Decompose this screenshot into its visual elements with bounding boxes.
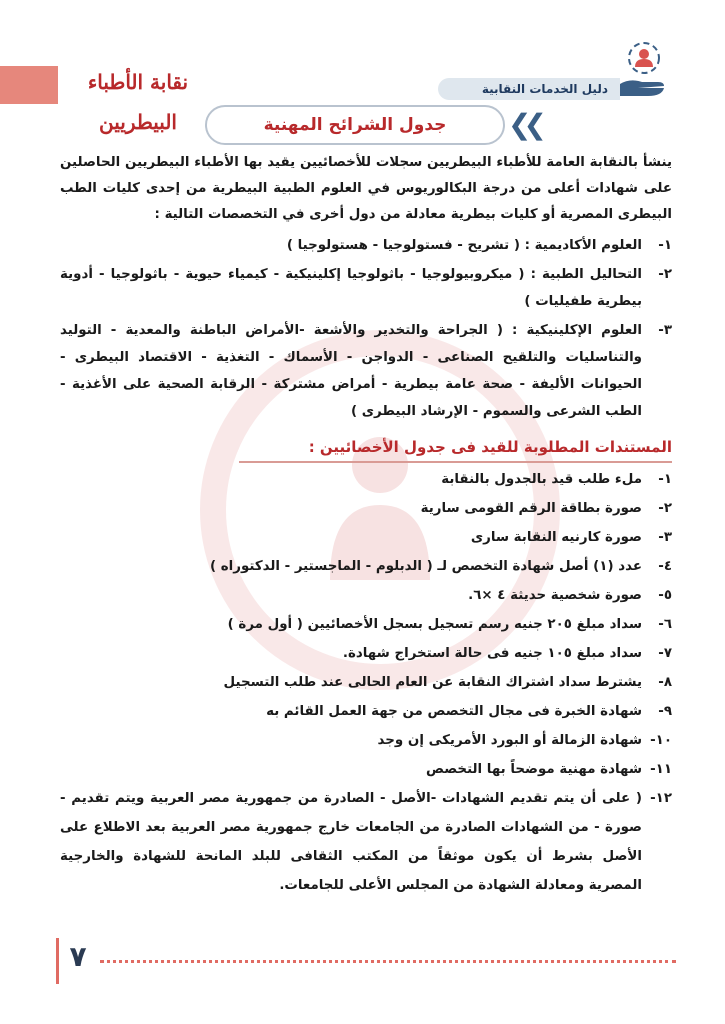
item-number: ٩-: [658, 704, 672, 719]
specialties-list: [60, 232, 672, 425]
item-text: شهادة مهنية موضحاً بها التخصص: [425, 762, 642, 777]
list-item: [60, 697, 672, 726]
item-number: ٨-: [658, 675, 672, 690]
item-number: ١-: [658, 238, 672, 253]
item-number: ٣-: [658, 323, 672, 338]
item-text: شهادة الزمالة أو البورد الأمريكى إن وجد: [377, 733, 642, 748]
list-item: [60, 494, 672, 523]
footer-divider: [100, 960, 676, 963]
list-item: [60, 317, 672, 425]
page-number: ٧: [69, 940, 87, 973]
item-text: يشترط سداد اشتراك النقابة عن العام الحالى عند طلب التسجيل: [223, 675, 642, 690]
page-title: جدول الشرائح المهنية: [205, 105, 505, 145]
item-number: ٢-: [658, 267, 672, 282]
item-number: ١-: [658, 472, 672, 487]
item-text: العلوم الإكلينيكية : ( الجراحة والتخدير والأشعة -الأمراض الباطنة والمعدية - التوليد والتناسليات والتلقيح الصناعى - الدواجن - الأسماك - التغذية - الاقتصاد البيطرى - الحيوانات الأليفة - صحة عامة بيطرية - أمراض مشتركة - الرقابة الصحية على الأغذية - الطب الشرعى والسموم - الإرشاد البيطرى ): [60, 323, 642, 419]
item-number: ٤-: [658, 559, 672, 574]
list-item: [60, 552, 672, 581]
list-item: [60, 523, 672, 552]
item-number: ١١-: [650, 762, 672, 777]
item-text: صورة بطاقة الرقم القومى سارية: [420, 501, 642, 516]
page-number-accent: [56, 938, 59, 984]
item-text: عدد (١) أصل شهادة التخصص لـ ( الدبلوم - الماجستير - الدكتوراه ): [209, 559, 642, 574]
list-item: [60, 784, 672, 900]
main-content: [60, 150, 672, 900]
item-text: ( على أن يتم تقديم الشهادات -الأصل - الصادرة من جمهورية مصر العربية ويتم تقديم - صورة - من الشهادات الصادرة من الجامعات خارج جمهورية مصر العربية بعد الاطلاع على الأصل بشرط أن يكون موثقاً من المكتب الثقافى للبلد المانحة للشهادة والخارجية المصرية ومعادلة الشهادة من المجلس الأعلى للجامعات.: [60, 791, 642, 893]
person-hand-icon: [618, 38, 668, 98]
documents-heading: المستندات المطلوبة للقيد فى جدول الأخصائيين :: [239, 433, 672, 463]
item-number: ٣-: [658, 530, 672, 545]
list-item: [60, 726, 672, 755]
item-text: سداد مبلغ ٢٠٥ جنيه رسم تسجيل بسجل الأخصائيين ( أول مرة ): [227, 617, 642, 632]
list-item: [60, 465, 672, 494]
item-text: صورة كارنيه النقابة سارى: [470, 530, 642, 545]
list-item: [60, 755, 672, 784]
list-item: [60, 261, 672, 315]
guide-banner: دليل الخدمات النقابية: [438, 78, 620, 100]
item-number: ٥-: [658, 588, 672, 603]
list-item: [60, 610, 672, 639]
intro-paragraph: ينشأ بالنقابة العامة للأطباء البيطريين سجلات للأخصائيين يقيد بها الأطباء البيطريين الحاصلين على شهادات أعلى من درجة البكالوريوس في العلوم الطبية البيطرية من إحدى كليات الطب البيطرى المصرية أو كليات بيطرية معادلة من دول أخرى في التخصصات التالية :: [60, 155, 672, 222]
item-number: ١٢-: [650, 791, 672, 806]
list-item: [60, 639, 672, 668]
list-item: [60, 581, 672, 610]
item-text: صورة شخصية حديثة ٤ ×٦.: [468, 588, 642, 603]
documents-list: [60, 465, 672, 900]
item-number: ٢-: [658, 501, 672, 516]
item-text: ملء طلب قيد بالجدول بالنقابة: [441, 472, 642, 487]
item-text: التحاليل الطبية : ( ميكروبيولوجيا - باثولوجيا إكلينيكية - كيمياء حيوية - باثولوجيا - أدوية بيطرية طفيليات ): [60, 267, 642, 309]
item-number: ٧-: [658, 646, 672, 661]
item-number: ١٠-: [650, 733, 672, 748]
item-text: شهادة الخبرة فى مجال التخصص من جهة العمل القائم به: [266, 704, 642, 719]
syndicate-logo: نقابة الأطباء البيطريين: [87, 70, 189, 134]
item-text: سداد مبلغ ١٠٥ جنيه فى حالة استخراج شهادة.: [342, 646, 642, 661]
list-item: [60, 668, 672, 697]
chevron-decoration-icon: ❮❮: [508, 108, 539, 141]
item-number: ٦-: [658, 617, 672, 632]
corner-accent-bar: [0, 66, 58, 104]
list-item: [60, 232, 672, 259]
item-text: العلوم الأكاديمية : ( تشريح - فستولوجيا - هستولوجيا ): [286, 238, 642, 253]
